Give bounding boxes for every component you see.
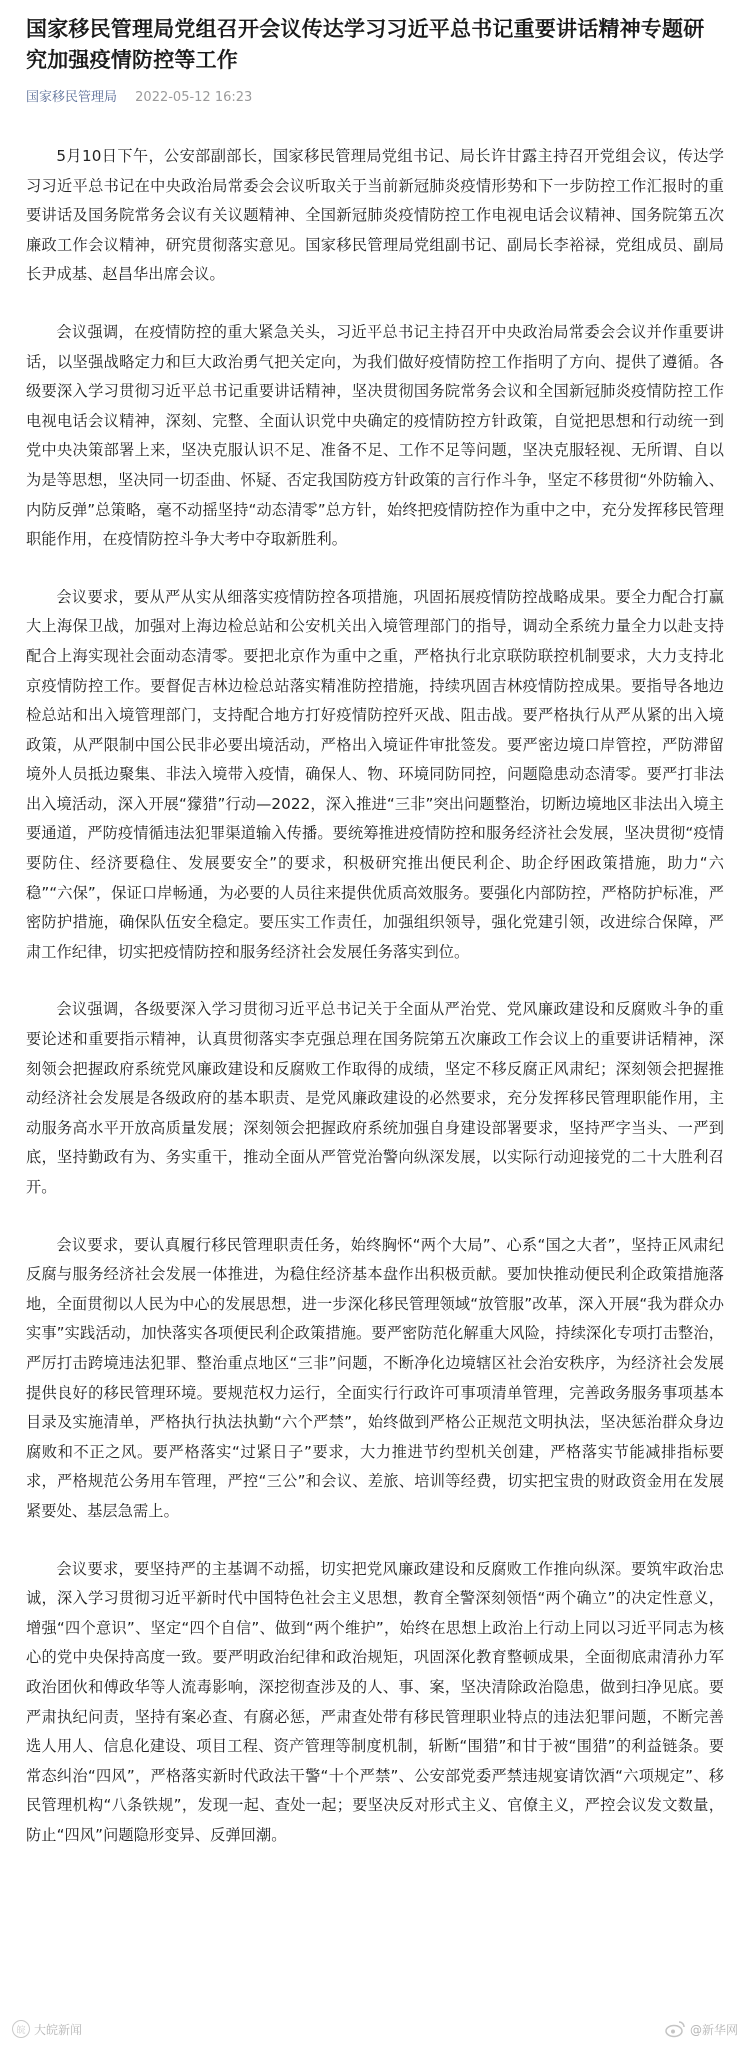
article-paragraph: 会议要求，要坚持严的主基调不动摇，切实把党风廉政建设和反腐败工作推向纵深。要筑牢政治忠诚，深入学习贯彻习近平新时代中国特色社会主义思想，教育全警深刻领悟“两个确立”的决定性意义，增强“四个意识”、坚定“四个自信”、做到“两个维护”，始终在思想上政治上行动上同以习近平同志为核心的党中央保持高度一致。要严明政治纪律和政治规矩，巩固深化教育整顿成果，全面彻底肃清孙力军政治团伙和傅政华等人流毒影响，深挖彻查涉及的人、事、案，坚决清除政治隐患，做到扫净见底。要严肃执纪问责，坚持有案必查、有腐必惩，严肃查处带有移民管理职业特点的违法犯罪问题，不断完善选人用人、信息化建设、项目工程、资产管理等制度机制，斩断“围猎”和甘于被“围猎”的利益链条。要常态纠治“四风”，严格落实新时代政法干警“十个严禁”、公安部党委严禁违规宴请饮酒“六项规定”、移民管理机构“八条铁规”，发现一起、查处一起；要坚决反对形式主义、官僚主义，严控会议发文数量，防止“四风”问题隐形变异、反弹回潮。 bbox=[26, 1559, 724, 1844]
left-watermark-text: 大皖新闻 bbox=[34, 2022, 83, 2037]
dawan-logo-icon: 皖 bbox=[12, 2020, 30, 2038]
article-title: 国家移民管理局党组召开会议传达学习习近平总书记重要讲话精神专题研究加强疫情防控等工作 bbox=[26, 17, 705, 72]
watermark-bar bbox=[0, 2011, 750, 2047]
article-paragraph: 5月10日下午，公安部副部长，国家移民管理局党组书记、局长许甘露主持召开党组会议，传达学习习近平总书记在中央政治局常委会会议听取关于当前新冠肺炎疫情形势和下一步防控工作汇报时的重要讲话及国务院常务会议有关议题精神、全国新冠肺炎疫情防控工作电视电话会议精神、国务院第五次廉政工作会议精神，研究贯彻落实意见。国家移民管理局党组副书记、副局长李裕禄，党组成员、副局长尹成基、赵昌华出席会议。 bbox=[26, 147, 724, 284]
article-paragraph: 会议强调，各级要深入学习贯彻习近平总书记关于全面从严治党、党风廉政建设和反腐败斗争的重要论述和重要指示精神，认真贯彻落实李克强总理在国务院第五次廉政工作会议上的重要讲话精神，深刻领会把握政府系统党风廉政建设和反腐败工作取得的成绩，坚定不移反腐正风肃纪；深刻领会把握推动经济社会发展是各级政府的基本职责、是党风廉政建设的必然要求，充分发挥移民管理职能作用，主动服务高水平开放高质量发展；深刻领会把握政府系统加强自身建设部署要求，坚持严字当头、一严到底，坚持勤政有为、务实重干，推动全面从严管党治警向纵深发展，以实际行动迎接党的二十大胜利召开。 bbox=[26, 1000, 724, 1196]
left-watermark bbox=[12, 2020, 82, 2038]
article-meta bbox=[26, 88, 724, 108]
article-paragraph: 会议强调，在疫情防控的重大紧急关头，习近平总书记主持召开中央政治局常委会会议并作重要讲话，以坚强战略定力和巨大政治勇气把关定向，为我们做好疫情防控工作指明了方向、提供了遵循。各级要深入学习贯彻习近平总书记重要讲话精神，坚决贯彻国务院常务会议和全国新冠肺炎疫情防控工作电视电话会议精神，深刻、完整、全面认识党中央确定的疫情防控方针政策，自觉把思想和行动统一到党中央决策部署上来，坚决克服认识不足、准备不足、工作不足等问题，坚决克服轻视、无所谓、自以为是等思想，坚决同一切歪曲、怀疑、否定我国防疫方针政策的言行作斗争，坚定不移贯彻“外防输入、内防反弹”总策略，毫不动摇坚持“动态清零”总方针，始终把疫情防控作为重中之中，充分发挥移民管理职能作用，在疫情防控斗争大考中夺取新胜利。 bbox=[26, 322, 724, 549]
article-source-link[interactable]: 国家移民管理局 bbox=[26, 90, 118, 105]
right-watermark bbox=[664, 2020, 738, 2038]
article-paragraph: 会议要求，要从严从实从细落实疫情防控各项措施，巩固拓展疫情防控战略成果。要全力配合打赢大上海保卫战，加强对上海边检总站和公安机关出入境管理部门的指导，调动全系统力量全力以赴支持配合上海实现社会面动态清零。要把北京作为重中之重，严格执行北京联防联控机制要求，大力支持北京疫情防控工作。要督促吉林边检总站落实精准防控措施，持续巩固吉林疫情防控成果。要指导各地边检总站和出入境管理部门，支持配合地方打好疫情防控歼灭战、阻击战。要严格执行从严从紧的出入境政策，从严限制中国公民非必要出境活动，严格出入境证件审批签发。要严密边境口岸管控，严防滞留境外人员抵边聚集、非法入境带入疫情，确保人、物、环境同防同控，问题隐患动态清零。要严打非法出入境活动，深入开展“獴猎”行动—2022，深入推进“三非”突出问题整治，切断边境地区非法出入境主要通道，严防疫情循违法犯罪渠道输入传播。要统筹推进疫情防控和服务经济社会发展，坚决贯彻“疫情要防住、经济要稳住、发展要安全”的要求，积极研究推出便民利企、助企纾困政策措施，助力“六稳”“六保”，保证口岸畅通，为必要的人员往来提供优质高效服务。要强化内部防控，严格防护标准，严密防护措施，确保队伍安全稳定。要压实工作责任，加强组织领导，强化党建引领，改进综合保障，严肃工作纪律，切实把疫情防控和服务经济社会发展任务落实到位。 bbox=[26, 587, 724, 961]
article-paragraph: 会议要求，要认真履行移民管理职责任务，始终胸怀“两个大局”、心系“国之大者”，坚持正风肃纪反腐与服务经济社会发展一体推进，为稳住经济基本盘作出积极贡献。要加快推动便民利企政策措施落地，全面贯彻以人民为中心的发展思想，进一步深化移民管理领域“放管服”改革，深入开展“我为群众办实事”实践活动，加快落实各项便民利企政策措施。要严密防范化解重大风险，持续深化专项打击整治，严厉打击跨境违法犯罪、整治重点地区“三非”问题，不断净化边境辖区社会治安秩序，为经济社会发展提供良好的移民管理环境。要规范权力运行，全面实行行政许可事项清单管理，完善政务服务事项基本目录及实施清单，严格执行执法执勤“六个严禁”，始终做到严格公正规范文明执法，坚决惩治群众身边腐败和不正之风。要严格落实“过紧日子”要求，大力推进节约型机关创建，严格落实节能减排指标要求，严格规范公务用车管理，严控“三公”和会议、差旅、培训等经费，切实把宝贵的财政资金用在发展紧要处、基层急需上。 bbox=[26, 1235, 724, 1520]
right-watermark-text: @新华网 bbox=[689, 2022, 738, 2037]
weibo-icon bbox=[664, 2020, 686, 2038]
article-date: 2022-05-12 16:23 bbox=[135, 90, 253, 105]
